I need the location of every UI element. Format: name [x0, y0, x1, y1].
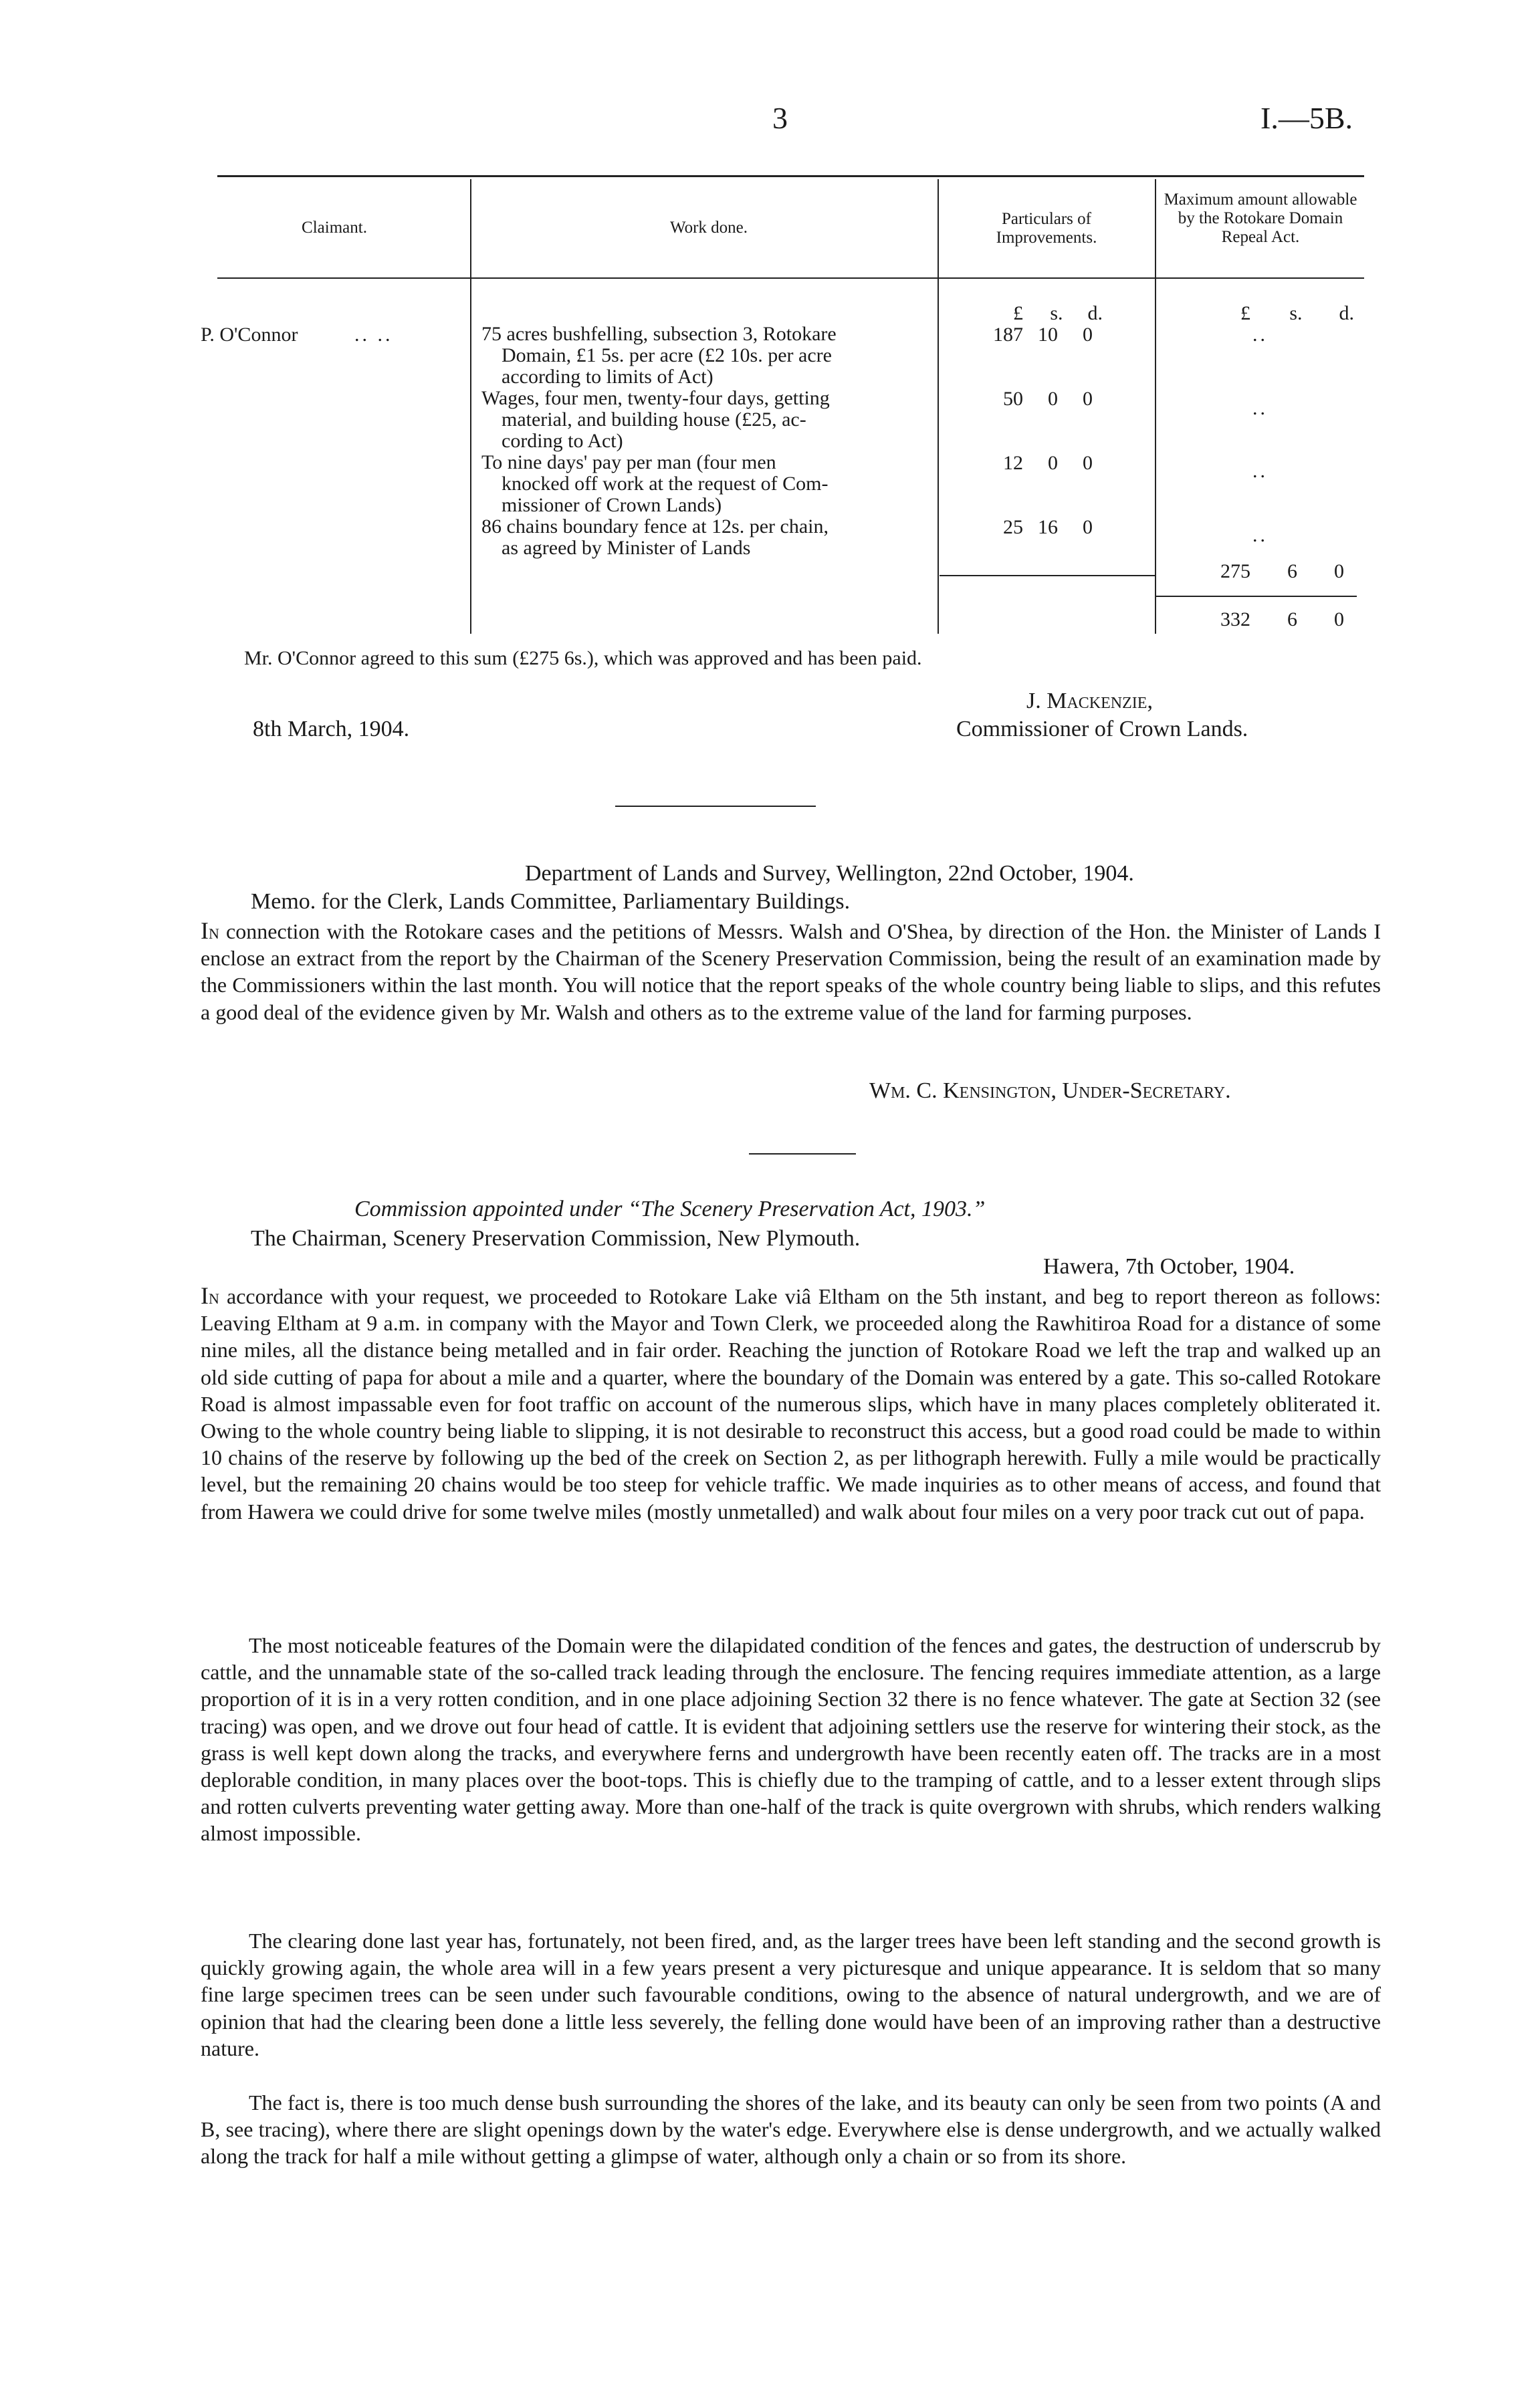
section-separator-1 [615, 806, 816, 807]
commission-paragraph-1: In accordance with your request, we proceeded to Rotokare Lake viâ Eltham on the 5th instant, and beg to report thereon as follows: Leaving Eltham at 9 a.m. in company with the Mayor and Town Clerk, we proceeded along the Rawhitiroa Road for a distance of some nine miles, all the distance being metalled and in fair order. Reaching the junction of Rotokare Road we left the trap and walked up an old side cutting of papa for about a mile and a quarter, where the boundary of the Domain was entered by a gate. This so-called Rotokare Road is almost impassable even for foot traffic on account of the numerous slips, which have in many places completely obliterated it. Owing to the whole country being liable to slipping, it is not desirable to reconstruct this access, but a good road could be made to within 10 chains of the reserve by following up the bed of the creek on Section 2, as per lithograph herewith. Fully a mile would be practically level, but the remaining 20 chains would be too steep for vehicle traffic. We made inquiries as to other means of access, and found that from Hawera we could drive for some twelve miles (mostly unmetalled) and walk about four miles on a very poor track cut out of papa. [201, 1282, 1381, 1524]
total-amount: 332 6 0 [1220, 608, 1344, 630]
shillings-header: s. [1050, 302, 1063, 324]
total-rule [1156, 596, 1357, 597]
table-row-3-max: .. [1252, 460, 1268, 482]
claimant-leader-dots: .. .. [354, 324, 393, 346]
page-number: 3 [772, 101, 788, 135]
table-row-4-work: 86 chains boundary fence at 12s. per chain, as agreed by Minister of Lands [481, 515, 829, 559]
commission-heading: Commission appointed under “The Scenery Preservation Act, 1903.” [354, 1197, 986, 1221]
commission-addressee: The Chairman, Scenery Preservation Commission, New Plymouth. [251, 1226, 861, 1251]
section-separator-2 [749, 1153, 856, 1155]
commission-paragraph-2: The most noticeable features of the Domain were the dilapidated condition of the fences and gates, the destruction of underscrub by cattle, and the unnamable state of the so-called track leading through the enclosure. The fencing requires immediate attention, as a large proportion of it is in a very rotten condition, and in one place adjoining Section 32 there is no fence whatever. The gate at Section 32 (see tracing) was open, and we drove out four head of cattle. It is evident that adjoining settlers use the reserve for wintering their stock, as the grass is well kept down along the tracks, and everywhere ferns and undergrowth have been recently eaten off. The tracks are in a most deplorable condition, in many places over the boot-tops. This is chiefly due to the tramping of cattle, and to a lesser extent through slips and rotten culverts preventing water getting away. More than one-half of the track is quite overgrown with shrubs, which renders walking almost impossible. [201, 1633, 1381, 1846]
table-row-2-work: Wages, four men, twenty-four days, getting material, and building house (£25, ac- cording to Act) [481, 387, 830, 452]
commission-dateline: Hawera, 7th October, 1904. [1043, 1254, 1295, 1279]
subtotal-rule [940, 575, 1155, 576]
pence-header: d. [1339, 302, 1354, 324]
pounds-header: £ [1240, 302, 1250, 324]
shillings-header: s. [1289, 302, 1303, 324]
table-row-3-work: To nine days' pay per man (four men knocked off work at the request of Com- missioner of Crown Lands) [481, 451, 829, 516]
header-particulars: Particulars of Improvements. [996, 210, 1097, 247]
claimant-name: P. O'Connor [201, 324, 298, 346]
particulars-currency-header [988, 302, 1103, 324]
table-row-1-amount: 187 10 0 [993, 324, 1093, 346]
sig1-title: Commissioner of Crown Lands. [956, 717, 1248, 741]
maximum-currency-header [1204, 302, 1354, 324]
pence-header: d. [1087, 302, 1103, 324]
table-header-rule [217, 277, 1364, 279]
page-reference: I.—5B. [1260, 101, 1353, 135]
table-row-1-max: .. [1252, 324, 1268, 346]
memo-addressee: Memo. for the Clerk, Lands Committee, Parliamentary Buildings. [251, 889, 851, 914]
table-row-2-amount: 50 0 0 [1003, 388, 1093, 410]
subtotal-amount: 275 6 0 [1220, 560, 1344, 582]
table-top-rule [217, 175, 1364, 177]
commission-paragraph-4: The fact is, there is too much dense bush surrounding the shores of the lake, and its beauty can only be seen from two points (A and B, see tracing), where there are slight openings down by the water's edge. Everywhere else is dense undergrowth, and we actually walked along the track for half a mile without getting a glimpse of water, although only a chain or so from its shore. [201, 2090, 1381, 2169]
header-work-done: Work done. [669, 219, 748, 237]
table-row-3-amount: 12 0 0 [1003, 452, 1093, 474]
sig1-date: 8th March, 1904. [253, 717, 410, 741]
col-divider-3 [1155, 179, 1156, 634]
table-row-4-amount: 25 16 0 [1003, 516, 1093, 538]
sig1-name: J. Mackenzie, [1026, 689, 1153, 713]
memo-signature: Wm. C. Kensington, Under-Secretary. [869, 1078, 1231, 1103]
table-row-1-work: 75 acres bushfelling, subsection 3, Rotokare Domain, £1 5s. per acre (£2 10s. per acre according to limits of Act) [481, 323, 837, 388]
header-claimant: Claimant. [302, 219, 367, 237]
agreement-note: Mr. O'Connor agreed to this sum (£275 6s.), which was approved and has been paid. [244, 647, 922, 669]
commission-paragraph-3: The clearing done last year has, fortunately, not been fired, and, as the larger trees have been left standing and the second growth is quickly growing again, the whole area will in a few years present a very picturesque and unique appearance. It is seldom that so many fine large specimen trees can be seen under such favourable conditions, owing to the absence of natural undergrowth, and we are of opinion that had the clearing been done a little less severely, the felling done would have been of an improving rather than a destructive nature. [201, 1929, 1381, 2060]
memo-body: In connection with the Rotokare cases and the petitions of Messrs. Walsh and O'Shea, by direction of the Hon. the Minister of Lands I enclose an extract from the report by the Chairman of the Scenery Preservation Commission, being the result of an examination made by the Commissioners within the last month. You will notice that the report speaks of the whole country being liable to slips, and this refutes a good deal of the evidence given by Mr. Walsh and others as to the extreme value of the land for farming purposes. [201, 917, 1381, 1024]
table-row-4-max: .. [1252, 524, 1268, 546]
table-row-2-max: .. [1252, 397, 1268, 419]
memo-dateline: Department of Lands and Survey, Wellington, 22nd October, 1904. [525, 861, 1134, 886]
pounds-header: £ [1013, 302, 1023, 324]
header-maximum: Maximum amount allowable by the Rotokare Domain Repeal Act. [1164, 191, 1357, 246]
col-divider-1 [470, 179, 471, 634]
